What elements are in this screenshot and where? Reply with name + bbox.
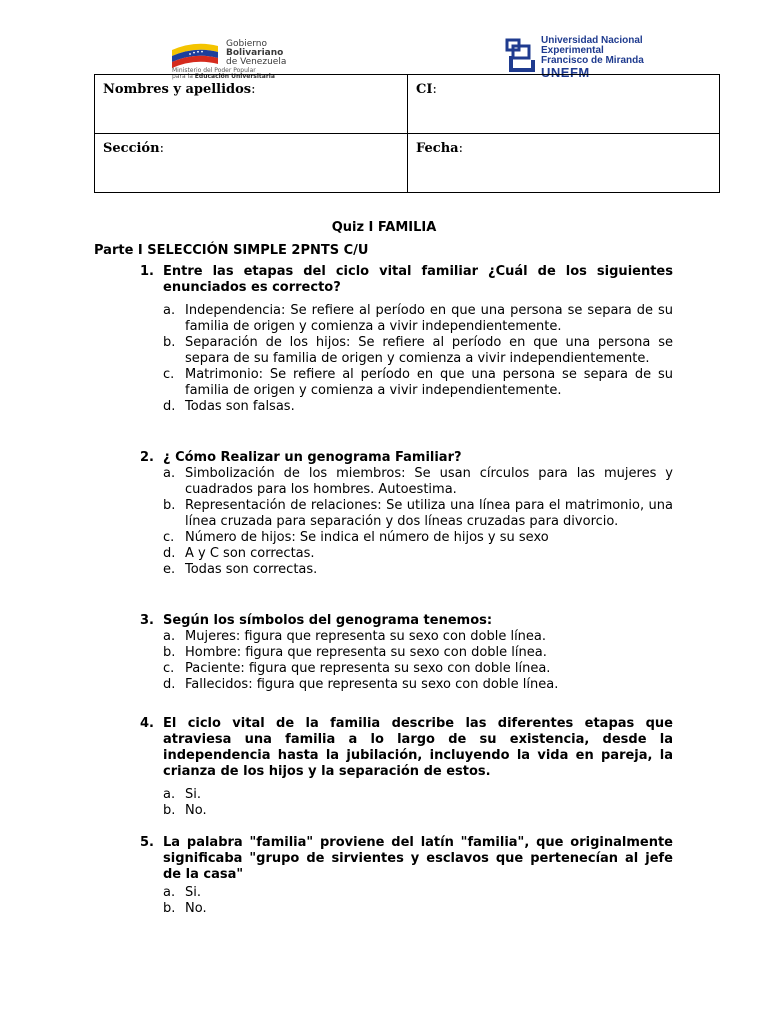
option-item[interactable] [163,661,673,677]
option-text: Independencia: Se refiere al período en que una persona se separa de su familia de origen y comienza a vivir independientemente. [185,303,673,334]
option-text: Paciente: figura que representa su sexo con doble línea. [185,661,551,676]
fecha-cell[interactable] [408,134,720,193]
question-1-options [163,303,673,415]
question-number: 3. [140,613,154,628]
question-3-options [163,629,673,693]
option-item[interactable] [163,498,673,530]
question-2-options [163,466,673,578]
question-text: Según los símbolos del genograma tenemos: [163,613,493,628]
option-text: Separación de los hijos: Se refiere al período en que una persona se separa de su familia de origen y comienza a vivir independientemente. [185,335,673,366]
option-letter: a. [163,629,176,644]
ministerio-line2: para la Educación Universitaria [172,73,275,80]
gobierno-text [226,40,286,67]
option-letter: d. [163,399,176,414]
question-number: 4. [140,716,154,731]
fecha-label: Fecha: [416,141,463,156]
option-item[interactable] [163,399,673,415]
gobierno-line2: Bolivariano [226,48,284,58]
option-text: Representación de relaciones: Se utiliza una línea para el matrimonio, una línea cruzada para separación y dos líneas cruzadas para divorcio. [185,498,673,529]
question-5-options [163,885,673,917]
option-item[interactable] [163,885,673,901]
option-letter: c. [163,530,175,545]
seccion-cell[interactable] [95,134,408,193]
question-number: 5. [140,835,154,850]
part-heading: Parte I SELECCIÓN SIMPLE 2PNTS C/U [94,243,369,258]
option-text: Hombre: figura que representa su sexo con doble línea. [185,645,547,660]
option-letter: c. [163,661,175,676]
option-text: Simbolización de los miembros: Se usan círculos para las mujeres y cuadrados para los hombres. Autoestima. [185,466,673,497]
nombres-label: Nombres y apellidos: [103,82,256,97]
question-number: 1. [140,264,154,279]
option-letter: a. [163,466,176,481]
option-letter: e. [163,562,176,577]
option-text: Si. [185,885,201,900]
option-letter: a. [163,303,176,318]
option-letter: b. [163,335,176,350]
option-item[interactable] [163,787,673,803]
gobierno-bolivariano-logo [170,36,330,78]
option-item[interactable] [163,803,673,819]
question-text: Entre las etapas del ciclo vital familiar ¿Cuál de los siguientes enunciados es correcto? [163,264,673,295]
unefm-logo [505,36,695,78]
question-4-options [163,787,673,819]
gobierno-line1: Gobierno [226,39,267,49]
option-item[interactable] [163,546,673,562]
option-text: No. [185,803,207,818]
option-letter: d. [163,546,176,561]
option-text: A y C son correctas. [185,546,315,561]
option-letter: c. [163,367,175,382]
option-item[interactable] [163,562,673,578]
unefm-line3: Francisco de Miranda [541,55,644,66]
unefm-line1: Universidad Nacional [541,35,643,46]
question-text: El ciclo vital de la familia describe las diferentes etapas que atraviesa una familia a lo largo de su existencia, desde la independencia hasta la jubilación, incluyendo la vida en pareja, la crianza de los hijos y la separación de estos. [163,716,673,779]
option-letter: b. [163,498,176,513]
option-letter: a. [163,787,176,802]
question-text: La palabra "familia" proviene del latín "familia", que originalmente significaba "grupo de sirvientes y esclavos que pertenecían al jefe de la casa" [163,835,673,882]
option-item[interactable] [163,466,673,498]
option-item[interactable] [163,367,673,399]
option-item[interactable] [163,901,673,917]
question-text: ¿ Cómo Realizar un genograma Familiar? [163,450,462,465]
option-item[interactable] [163,303,673,335]
option-letter: d. [163,677,176,692]
option-item[interactable] [163,530,673,546]
option-text: Mujeres: figura que representa su sexo con doble línea. [185,629,547,644]
student-info-table [94,74,720,193]
ci-label: CI: [416,82,437,97]
unefm-line2: Experimental [541,45,604,56]
option-text: Fallecidos: figura que representa su sexo con doble línea. [185,677,559,692]
option-letter: b. [163,803,176,818]
option-item[interactable] [163,677,673,693]
option-item[interactable] [163,645,673,661]
option-text: Todas son falsas. [185,399,295,414]
quiz-title: Quiz I FAMILIA [331,220,437,235]
option-text: No. [185,901,207,916]
unefm-line4: UNEFM [541,65,590,80]
seccion-label: Sección: [103,141,164,156]
ci-cell[interactable] [408,75,720,134]
option-item[interactable] [163,335,673,367]
question-number: 2. [140,450,154,465]
option-text: Matrimonio: Se refiere al período en que una persona se separa de su familia de origen y comienza a vivir independientemente. [185,367,673,398]
option-text: Todas son correctas. [185,562,318,577]
option-letter: b. [163,901,176,916]
unefm-text [541,36,644,79]
option-letter: a. [163,885,176,900]
option-text: Número de hijos: Se indica el número de hijos y su sexo [185,530,549,545]
nombres-cell[interactable] [95,75,408,134]
gobierno-line3: de Venezuela [226,57,287,67]
ministerio-line1: Ministerio del Poder Popular [172,67,256,74]
option-letter: b. [163,645,176,660]
venezuela-flag-icon [170,40,220,70]
option-text: Si. [185,787,201,802]
unefm-emblem-icon [505,38,537,74]
option-item[interactable] [163,629,673,645]
